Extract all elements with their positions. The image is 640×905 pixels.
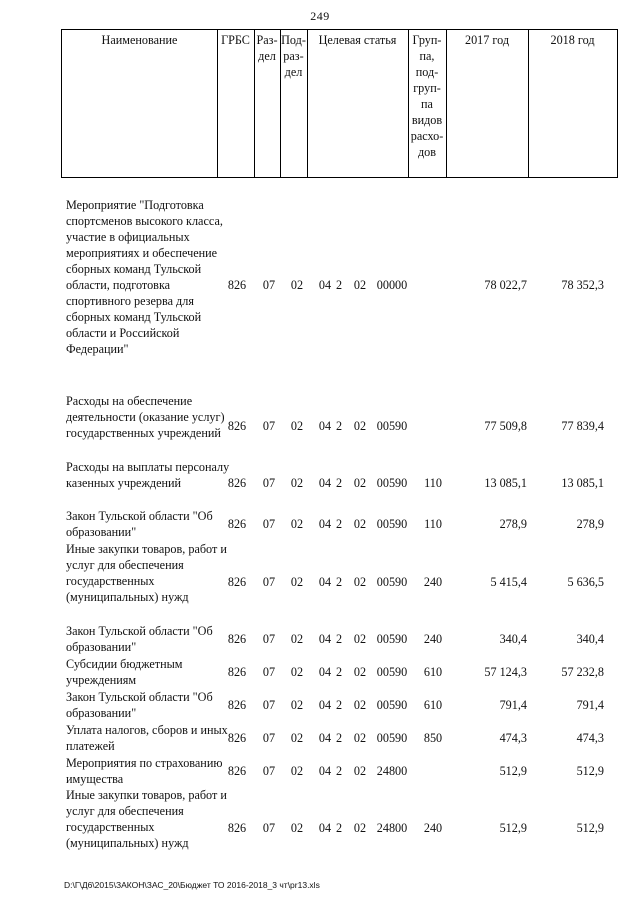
cell-event: 02 (353, 278, 367, 292)
cell-direction: 00590 (376, 476, 408, 490)
cell-razdel: 07 (262, 476, 276, 490)
cell-expense-type: 110 (424, 476, 442, 490)
cell-program: 04 (318, 419, 332, 433)
cell-razdel: 07 (262, 665, 276, 679)
cell-event: 02 (353, 517, 367, 531)
cell-direction: 00590 (376, 419, 408, 433)
row-name: Мероприятие "Подготовка спортсменов высокого класса, участие в официальных мероприятиях и обеспечение сборных команд Тульской области, подготовка спортивного резерва для сборных команд Тульской области и Российской Федерации" (66, 198, 223, 356)
row-name: Расходы на обеспечение деятельности (оказание услуг) государственных учреждений (66, 394, 225, 440)
cell-2017: 77 509,8 (484, 419, 527, 433)
cell-subprogram: 2 (335, 419, 343, 433)
cell-2018: 78 352,3 (561, 278, 604, 292)
cell-direction: 24800 (376, 764, 408, 778)
cell-podrazdel: 02 (290, 517, 304, 531)
cell-expense-type: 240 (423, 575, 443, 589)
cell-razdel: 07 (262, 698, 276, 712)
cell-expense-type: 240 (423, 821, 443, 835)
cell-grbs: 826 (227, 665, 247, 679)
cell-program: 04 (318, 731, 332, 745)
cell-2018: 512,9 (576, 764, 604, 778)
cell-subprogram: 2 (335, 575, 343, 589)
cell-event: 02 (353, 665, 367, 679)
column-divider (446, 30, 447, 177)
cell-2018: 512,9 (576, 821, 604, 835)
cell-2017: 512,9 (499, 764, 527, 778)
cell-podrazdel: 02 (290, 821, 304, 835)
cell-program: 04 (318, 665, 332, 679)
cell-direction: 00590 (376, 632, 408, 646)
cell-direction: 24800 (376, 821, 408, 835)
row-name: Иные закупки товаров, работ и услуг для обеспечения государственных (муниципальных) нужд (66, 788, 227, 850)
cell-expense-type: 610 (423, 698, 443, 712)
cell-podrazdel: 02 (290, 698, 304, 712)
cell-2017: 78 022,7 (484, 278, 527, 292)
cell-razdel: 07 (262, 764, 276, 778)
cell-event: 02 (353, 575, 367, 589)
cell-subprogram: 2 (335, 517, 343, 531)
cell-subprogram: 2 (335, 665, 343, 679)
cell-2017: 791,4 (499, 698, 527, 712)
cell-2018: 474,3 (576, 731, 604, 745)
cell-subprogram: 2 (335, 632, 343, 646)
cell-razdel: 07 (262, 821, 276, 835)
cell-subprogram: 2 (335, 476, 343, 490)
cell-subprogram: 2 (335, 278, 343, 292)
cell-2018: 278,9 (576, 517, 604, 531)
row-name: Иные закупки товаров, работ и услуг для обеспечения государственных (муниципальных) нужд (66, 542, 227, 604)
cell-event: 02 (353, 764, 367, 778)
cell-subprogram: 2 (335, 698, 343, 712)
cell-2018: 77 839,4 (561, 419, 604, 433)
cell-expense-type: 610 (423, 665, 443, 679)
cell-event: 02 (353, 476, 367, 490)
cell-direction: 00590 (376, 575, 408, 589)
cell-2018: 13 085,1 (561, 476, 604, 490)
cell-grbs: 826 (227, 764, 247, 778)
cell-razdel: 07 (262, 731, 276, 745)
cell-program: 04 (318, 575, 332, 589)
cell-podrazdel: 02 (290, 764, 304, 778)
cell-2018: 57 232,8 (561, 665, 604, 679)
header-podrazdel: Под- раз- дел (281, 33, 306, 79)
cell-2017: 474,3 (499, 731, 527, 745)
cell-razdel: 07 (262, 632, 276, 646)
cell-2017: 5 415,4 (490, 575, 527, 589)
cell-direction: 00590 (376, 517, 408, 531)
cell-grbs: 826 (227, 632, 247, 646)
cell-direction: 00590 (376, 731, 408, 745)
column-divider (217, 30, 218, 177)
cell-program: 04 (318, 764, 332, 778)
cell-direction: 00590 (376, 698, 408, 712)
cell-expense-type: 850 (423, 731, 443, 745)
cell-2018: 5 636,5 (567, 575, 604, 589)
cell-razdel: 07 (262, 575, 276, 589)
cell-2018: 340,4 (576, 632, 604, 646)
cell-event: 02 (353, 632, 367, 646)
file-path-footer: D:\Г\Д6\2015\ЗАКОН\ЗАС_20\Бюджет ТО 2016-2018_3 чт\pr13.xls (64, 880, 320, 890)
header-razdel: Раз- дел (256, 33, 278, 63)
cell-program: 04 (318, 476, 332, 490)
header-target-article: Целевая статья (318, 33, 397, 47)
cell-podrazdel: 02 (290, 731, 304, 745)
row-name: Закон Тульской области "Об образовании" (66, 509, 213, 539)
cell-podrazdel: 02 (290, 476, 304, 490)
cell-podrazdel: 02 (290, 419, 304, 433)
page-number: 249 (310, 9, 330, 23)
table-header (61, 29, 618, 178)
cell-program: 04 (318, 278, 332, 292)
row-name: Уплата налогов, сборов и иных платежей (66, 723, 228, 753)
cell-grbs: 826 (227, 476, 247, 490)
cell-subprogram: 2 (335, 821, 343, 835)
cell-2017: 512,9 (499, 821, 527, 835)
cell-2017: 278,9 (499, 517, 527, 531)
cell-podrazdel: 02 (290, 575, 304, 589)
header-name: Наименование (101, 33, 178, 47)
cell-subprogram: 2 (335, 764, 343, 778)
cell-2017: 340,4 (499, 632, 527, 646)
cell-event: 02 (353, 698, 367, 712)
cell-subprogram: 2 (335, 731, 343, 745)
cell-razdel: 07 (262, 419, 276, 433)
cell-grbs: 826 (227, 575, 247, 589)
cell-program: 04 (318, 517, 332, 531)
cell-direction: 00590 (376, 665, 408, 679)
cell-program: 04 (318, 698, 332, 712)
cell-program: 04 (318, 632, 332, 646)
row-name: Мероприятия по страхованию имущества (66, 756, 223, 786)
cell-grbs: 826 (227, 278, 247, 292)
cell-event: 02 (353, 731, 367, 745)
cell-razdel: 07 (262, 278, 276, 292)
row-name: Закон Тульской области "Об образовании" (66, 624, 213, 654)
row-name: Закон Тульской области "Об образовании" (66, 690, 213, 720)
cell-grbs: 826 (227, 731, 247, 745)
cell-event: 02 (353, 821, 367, 835)
row-name: Субсидии бюджетным учреждениям (66, 657, 183, 687)
cell-podrazdel: 02 (290, 632, 304, 646)
cell-razdel: 07 (262, 517, 276, 531)
cell-expense-type: 240 (423, 632, 443, 646)
cell-2018: 791,4 (576, 698, 604, 712)
cell-grbs: 826 (227, 517, 247, 531)
cell-2017: 13 085,1 (484, 476, 527, 490)
cell-podrazdel: 02 (290, 665, 304, 679)
cell-program: 04 (318, 821, 332, 835)
header-2018: 2018 год (550, 33, 595, 47)
header-expense-type: Груп- па, под- груп- па видов расхо- дов (410, 33, 444, 159)
cell-grbs: 826 (227, 698, 247, 712)
cell-event: 02 (353, 419, 367, 433)
cell-podrazdel: 02 (290, 278, 304, 292)
cell-grbs: 826 (227, 419, 247, 433)
column-divider (307, 30, 308, 177)
header-grbs: ГРБС (221, 33, 250, 47)
cell-expense-type: 110 (424, 517, 442, 531)
header-2017: 2017 год (464, 33, 510, 47)
row-name: Расходы на выплаты персоналу казенных учреждений (66, 460, 230, 490)
column-divider (528, 30, 529, 177)
cell-grbs: 826 (227, 821, 247, 835)
cell-direction: 00000 (376, 278, 408, 292)
cell-2017: 57 124,3 (484, 665, 527, 679)
